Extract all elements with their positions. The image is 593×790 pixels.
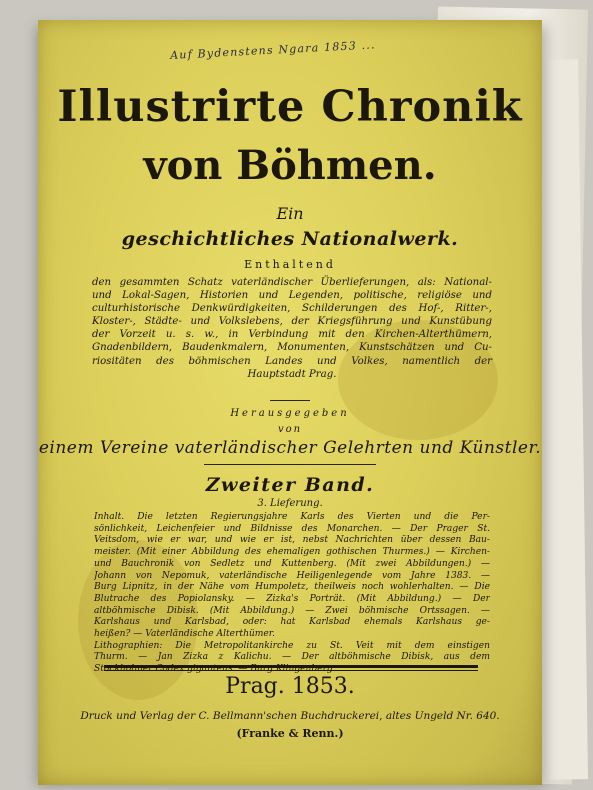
description-line: der Vorzeit u. s. w., in Verbindung mit den Kirchen-Alterthümern,	[92, 329, 492, 341]
contents-line: Karlshaus und Karlsbad, oder: hat Karlsbad ehemals Karlshaus ge-	[94, 617, 490, 628]
description-line: Kloster-, Städte- und Volkslebens, der Kriegsführung und Kunstübung	[92, 316, 492, 328]
contents-line: Blutrache des Popiolansky. — Zizka's Porträt. (Mit Abbildung.) — Der	[94, 593, 490, 604]
contents-line: Johann von Nepomuk, vaterländische Heiligenlegende vom Jahre 1383. —	[94, 570, 490, 581]
divider	[270, 400, 310, 401]
contents-line: Veitsdom, wie er war, und wie er ist, nebst Nachrichten über dessen Bau-	[94, 535, 490, 546]
contents-block	[94, 512, 490, 676]
contents-line: Inhalt. Die letzten Regierungsjahre Karls des Vierten und die Per-	[94, 512, 490, 522]
contents-line: heißen? — Vaterländische Alterthümer.	[94, 629, 276, 640]
description-line: culturhistorische Denkwürdigkeiten, Schilderungen des Hof-, Ritter-,	[92, 303, 492, 315]
printer-line: Druck und Verlag der C. Bellmann'schen Buchdruckerei, altes Ungeld Nr. 640.	[80, 710, 500, 722]
ein-text: Ein	[276, 204, 304, 223]
description-line: und Lokal-Sagen, Historien und Legenden, politische, religiöse und	[92, 290, 492, 302]
contents-line: meister. (Mit einer Abbildung des ehemaligen gothischen Thurmes.) — Kirchen-	[94, 547, 490, 558]
place-year: Prag. 1853.	[225, 674, 355, 699]
issue-number: 3. Lieferung.	[257, 498, 323, 509]
divider-thin	[104, 670, 478, 671]
description-line: riositäten des böhmischen Landes und Volkes, namentlich der	[92, 355, 492, 367]
description-block	[92, 276, 492, 381]
booklet-cover	[38, 20, 542, 785]
contents-line: Stockholmer Codex giganteus. — Burg Klingenberg.	[94, 664, 336, 675]
von-label: von	[277, 424, 303, 435]
description-line: Hauptstadt Prag.	[247, 368, 337, 380]
contents-line: Thurm. — Jan Zizka z Kalichu. — Der altböhmische Dibisk, aus dem	[94, 652, 490, 663]
contents-line: sönlichkeit, Leichenfeier und Bildnisse des Monarchen. — Der Prager St.	[94, 523, 490, 534]
description-line: Gnadenbildern, Baudenkmalern, Monumenten, Kunstschätzen und Cu-	[92, 342, 492, 354]
handwritten-note: Auf Bydenstens Ngara 1853 ...	[169, 38, 376, 63]
subtitle: geschichtliches Nationalwerk.	[121, 228, 459, 250]
contents-line: Lithographien: Die Metropolitankirche zu St. Veit mit dem einstigen	[94, 640, 490, 651]
volume-title: Zweiter Band.	[205, 474, 375, 496]
divider	[204, 464, 376, 465]
title-line-1: Illustrirte Chronik	[57, 82, 523, 132]
herausgegeben-label: Herausgegeben	[230, 408, 350, 419]
contents-line: und Bauchronik von Sedletz und Kuttenberg. (Mit zwei Abbildungen.) —	[94, 558, 490, 569]
printer-firm: (Franke & Renn.)	[236, 727, 344, 740]
divider-thick	[104, 665, 478, 668]
title-line-2: von Böhmen.	[143, 142, 437, 189]
contents-line: altböhmische Dibisk. (Mit Abbildung.) — Zwei böhmische Ortssagen. —	[94, 605, 490, 616]
enthaltend-label: Enthaltend	[244, 258, 336, 271]
contents-line: Burg Lipnitz, in der Nähe vom Humpoletz, theilweis noch wohlerhalten. — Die	[94, 582, 490, 593]
editor-society: einem Vereine vaterländischer Gelehrten und Künstler.	[38, 438, 542, 458]
description-line: den gesammten Schatz vaterländischer Überlieferungen, als: National-	[92, 277, 492, 288]
